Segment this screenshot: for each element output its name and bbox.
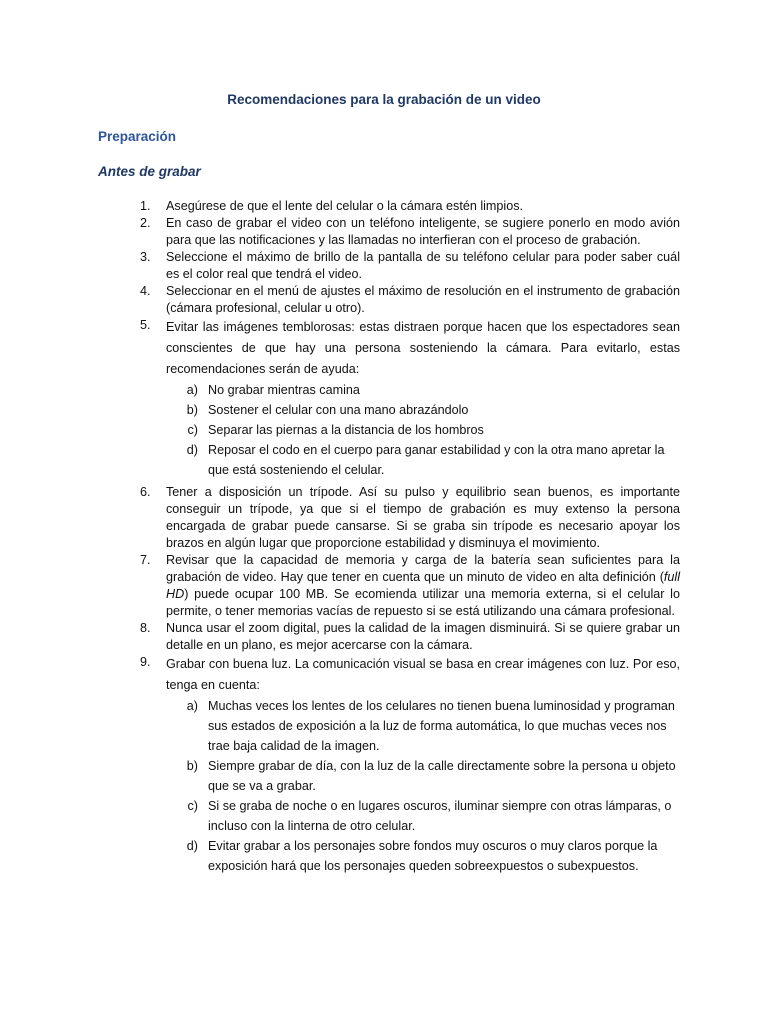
item-text-emphasis: full HD bbox=[166, 570, 680, 601]
list-item bbox=[140, 620, 680, 654]
list-item bbox=[140, 249, 680, 283]
sublist-item bbox=[166, 836, 680, 876]
sublist-text: No grabar mientras camina bbox=[208, 383, 360, 397]
document-title: Recomendaciones para la grabación de un video bbox=[227, 92, 541, 107]
item-number: 6. bbox=[140, 485, 151, 499]
item-text: Tener a disposición un trípode. Así su pulso y equilibrio sean buenos, es importante conseguir un trípode, ya que si el tiempo de grabación es muy extenso la persona encargada de grabar puede cansarse. Si se graba sin trípode es necesario apoyar los brazos en algún lugar que proporcione estabilidad y disminuya el movimiento. bbox=[166, 485, 680, 550]
sublist-item bbox=[166, 756, 680, 796]
item-text: Nunca usar el zoom digital, pues la calidad de la imagen disminuirá. Si se quiere grabar un detalle en un plano, es mejor acercarse con la cámara. bbox=[166, 621, 680, 652]
item-text: En caso de grabar el video con un teléfono inteligente, se sugiere ponerlo en modo avión para que las notificaciones y las llamadas no interfieran con el proceso de grabación. bbox=[166, 216, 680, 247]
recommendations-list bbox=[140, 198, 680, 876]
sublist-item bbox=[166, 420, 680, 440]
item-number: 3. bbox=[140, 250, 151, 264]
sublist bbox=[166, 696, 680, 876]
list-item bbox=[140, 552, 680, 620]
sublist-letter: d) bbox=[186, 839, 198, 853]
list-item bbox=[140, 198, 680, 215]
subsection-heading: Antes de grabar bbox=[98, 164, 201, 179]
sublist-text: Sostener el celular con una mano abrazándolo bbox=[208, 403, 469, 417]
sublist-letter: a) bbox=[186, 699, 198, 713]
sublist-text: Si se graba de noche o en lugares oscuros, iluminar siempre con otras lámparas, o incluso con la linterna de otro celular. bbox=[208, 799, 672, 833]
sublist-text: Reposar el codo en el cuerpo para ganar estabilidad y con la otra mano apretar la que está sosteniendo el celular. bbox=[208, 443, 665, 477]
item-number: 8. bbox=[140, 621, 151, 635]
item-number: 5. bbox=[140, 318, 151, 332]
item-number: 2. bbox=[140, 216, 151, 230]
sublist-text: Evitar grabar a los personajes sobre fondos muy oscuros o muy claros porque la exposición hará que los personajes queden sobreexpuestos o subexpuestos. bbox=[208, 839, 658, 873]
item-number: 7. bbox=[140, 553, 151, 567]
sublist-item bbox=[166, 400, 680, 420]
sublist-text: Muchas veces los lentes de los celulares no tienen buena luminosidad y programan sus estados de exposición a la luz de forma automática, lo que muchas veces nos trae baja calidad de la imagen. bbox=[208, 699, 675, 753]
sublist-text: Separar las piernas a la distancia de los hombros bbox=[208, 423, 484, 437]
item-number: 1. bbox=[140, 199, 151, 213]
sublist-item bbox=[166, 696, 680, 756]
list-item bbox=[140, 215, 680, 249]
section-heading: Preparación bbox=[98, 129, 177, 144]
item-number: 4. bbox=[140, 284, 151, 298]
sublist-item bbox=[166, 796, 680, 836]
sublist-letter: d) bbox=[186, 443, 198, 457]
item-text: Grabar con buena luz. La comunicación visual se basa en crear imágenes con luz. Por eso, tenga en cuenta: bbox=[166, 657, 680, 692]
item-text: Seleccione el máximo de brillo de la pantalla de su teléfono celular para poder saber cuál es el color real que tendrá el video. bbox=[166, 250, 680, 281]
list-item bbox=[140, 283, 680, 317]
item-text: Evitar las imágenes temblorosas: estas distraen porque hacen que los espectadores sean conscientes de que hay una persona sosteniendo la cámara. Para evitarlo, estas recomendaciones serán de ayuda: bbox=[166, 320, 680, 376]
sublist-letter: b) bbox=[186, 403, 198, 417]
item-number: 9. bbox=[140, 655, 151, 669]
sublist-item bbox=[166, 440, 680, 480]
sublist-letter: c) bbox=[187, 423, 198, 437]
item-text-part: Revisar que la capacidad de memoria y carga de la batería sean suficientes para la grabación de video. Hay que tener en cuenta que un minuto de video en alta definición ( bbox=[166, 553, 680, 584]
item-text-part: ) puede ocupar 100 MB. Se ecomienda utilizar una memoria externa, si el celular lo permite, o tener memorias vacías de repuesto si se está utilizando una cámara profesional. bbox=[166, 587, 680, 618]
list-item bbox=[140, 654, 680, 876]
sublist-letter: b) bbox=[186, 759, 198, 773]
sublist bbox=[166, 380, 680, 480]
item-text: Asegúrese de que el lente del celular o la cámara estén limpios. bbox=[166, 199, 524, 213]
sublist-text: Siempre grabar de día, con la luz de la calle directamente sobre la persona u objeto que se va a grabar. bbox=[208, 759, 676, 793]
list-item bbox=[140, 317, 680, 480]
sublist-letter: c) bbox=[187, 799, 198, 813]
list-item bbox=[140, 484, 680, 552]
sublist-item bbox=[166, 380, 680, 400]
item-text: Seleccionar en el menú de ajustes el máximo de resolución en el instrumento de grabación (cámara profesional, celular u otro). bbox=[166, 284, 680, 315]
sublist-letter: a) bbox=[186, 383, 198, 397]
item-text bbox=[166, 552, 680, 620]
